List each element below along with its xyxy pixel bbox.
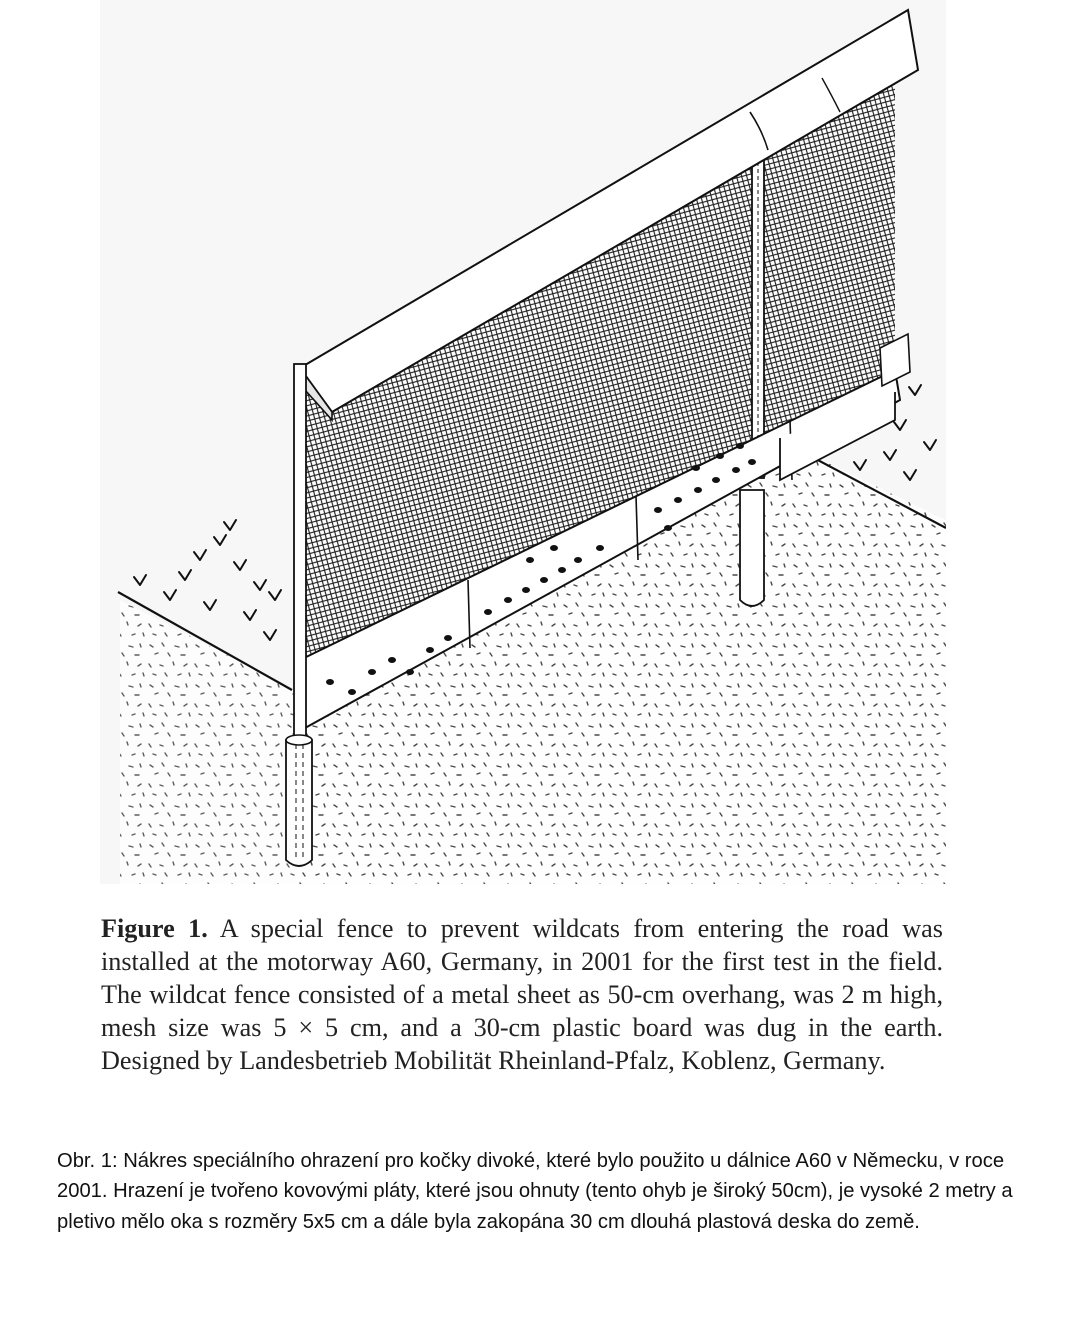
- figure-caption-czech: Obr. 1: Nákres speciálního ohrazení pro kočky divoké, které bylo použito u dálnice A60 v Německu, v roce 2001. Hrazení je tvořeno kovovými pláty, které jsou ohnuty (tento ohyb je široký 50cm), je vysoké 2 metry a pletivo mělo oka s rozměry 5x5 cm a dále byla zakopána 30 cm dlouhá plastová deska do země.: [57, 1150, 1013, 1233]
- figure-label: Figure 1.: [101, 914, 208, 943]
- figure-caption-text: A special fence to prevent wildcats from entering the road was installed at the motorway A60, Germany, in 2001 for the first test in the field. The wildcat fence consisted of a metal sheet as 50-cm overhang, was 2 m high, mesh size was 5 × 5 cm, and a 30-cm plastic board was dug in the earth. Designed by Landesbetrieb Mobilität Rheinland-Pfalz, Koblenz, Germany.: [101, 914, 943, 1075]
- fence-drawing-icon: [100, 0, 946, 884]
- fence-illustration: [100, 0, 946, 884]
- figure-caption-english: [101, 912, 943, 1077]
